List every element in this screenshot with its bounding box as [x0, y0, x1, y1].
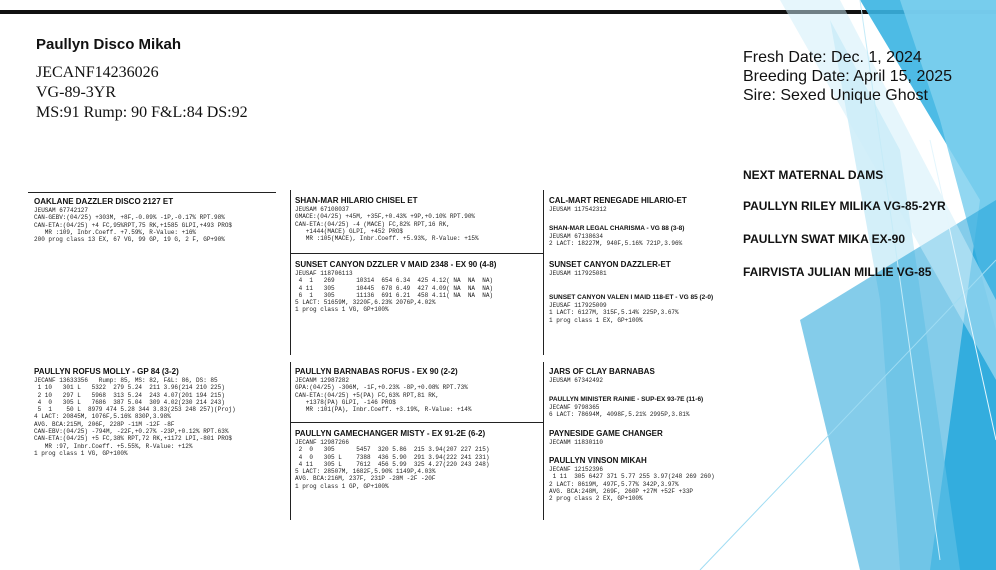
sire-block [34, 197, 232, 243]
dds-block [549, 429, 663, 446]
sdd-title: SUNSET CANYON VALEN I MAID 118-ET - VG 85 (2-0) [549, 294, 714, 301]
ddd-title: PAULLYN VINSON MIKAH [549, 456, 647, 465]
sss-block [549, 196, 687, 213]
sdd-details: JEUSAF 117925009 1 LACT: 6127M, 315F,5.14% 225P,3.67% 1 prog class 1 EX, GP+100% [549, 302, 679, 324]
ssd-block [549, 224, 684, 248]
sire-title: OAKLANE DAZZLER DISCO 2127 ET [34, 197, 174, 206]
dams-dam-title: PAULLYN GAMECHANGER MISTY - EX 91-2E (6-2) [295, 429, 486, 438]
divider [28, 192, 276, 193]
divider [290, 422, 543, 423]
dsd-title: PAULLYN MINISTER RAINIE - SUP-EX 93-7E (11-6) [549, 396, 704, 403]
maternal-dams-heading: NEXT MATERNAL DAMS [743, 168, 884, 182]
sire-info: Sire: Sexed Unique Ghost [743, 87, 928, 104]
animal-classification: VG-89-3YR [36, 84, 116, 101]
sss-title: CAL-MART RENEGADE HILARIO-ET [549, 196, 687, 205]
divider [290, 253, 543, 254]
divider [543, 362, 544, 520]
animal-id: JECANF14236026 [36, 64, 159, 81]
dss-details: JEUSAM 67342492 [549, 377, 604, 384]
dam-title: PAULLYN ROFUS MOLLY - GP 84 (3-2) [34, 367, 179, 376]
pedigree-sire-side [28, 190, 798, 355]
fresh-date: Fresh Date: Dec. 1, 2024 [743, 49, 922, 66]
sires-sire-details: JEUSAM 67108037 GMACE:(04/25) +45M, +35F,+0.43% +9P,+0.10% RPT.90% CAN-ETA:(04/25) -4 (MACE) FC,82% RPT,16 RK, +1444(MACE) GLPI, +452 PRO$ MR :105(MACE), Inbr.Coeff. +5.93%, R-Value: +15% [295, 206, 479, 243]
dams-dam-block [295, 429, 489, 490]
divider [290, 190, 291, 355]
pedigree-chart [28, 190, 798, 520]
dsd-block [549, 395, 703, 419]
dss-block [549, 367, 655, 384]
sds-details: JEUSAM 117925081 [549, 270, 607, 277]
sires-sire-title: SHAN-MAR HILARIO CHISEL ET [295, 196, 418, 205]
sires-sire-block [295, 196, 479, 242]
dam-block [34, 367, 236, 457]
dam-details: JECANF 13633356 Rump: 85, MS: 82, F&L: 86, DS: 85 1 10 301 L 5322 279 5.24 211 3.96(214 210 225) 2 10 297 L 5968 313 5.24 243 4.07(201 194 215) 4 0 305 L 7686 387 5.04 309 4.02(230 214 243) 5 1 50 L 8979 474 5.28 344 3.83(253 248 257)(Proj) 4 LACT: 20845M, 1076F,5.16% 830P,3.98% AVG. BCA:215M, 206F, 228P -11M -12F -8F CAN-EBV:(04/25) -794M, -22F,+0.27% -23P,+0.12% RPT.63% CAN-ETA:(04/25) +5 FC,38% RPT,72 RK,+1172 LPI,-801 PRO$ MR :97, Inbr.Coeff. +5.55%, R-Value: +12% 1 prog class 1 VG, GP+100% [34, 377, 236, 457]
ssd-details: JEUSAM 67138634 2 LACT: 18227M, 940F,5.16% 721P,3.96% [549, 233, 683, 248]
pedigree-dam-side [28, 362, 798, 520]
maternal-dam-3: FAIRVISTA JULIAN MILLIE VG-85 [743, 265, 932, 279]
dds-title: PAYNESIDE GAME CHANGER [549, 429, 663, 438]
animal-header [36, 36, 336, 123]
maternal-dam-1: PAULLYN RILEY MILIKA VG-85-2YR [743, 199, 946, 213]
ddd-details: JECANF 12152396 1 11 305 6427 371 5.77 255 3.97(248 269 260) 2 LACT: 8619M, 497F,5.77% 342P,3.97% AVG. BCA:248M, 269F, 260P +27M +52F +33P 2 prog class 2 EX, GP+100% [549, 466, 715, 503]
sss-details: JEUSAM 117542312 [549, 206, 607, 213]
sds-title: SUNSET CANYON DAZZLER-ET [549, 260, 671, 269]
divider [290, 362, 291, 520]
dsd-details: JECANF 9798365 6 LACT: 78694M, 4098F,5.21% 2995P,3.81% [549, 404, 690, 419]
breeding-date: Breeding Date: April 15, 2025 [743, 68, 953, 85]
sires-dam-title: SUNSET CANYON DZZLER V MAID 2348 - EX 90 (4-8) [295, 260, 497, 269]
sires-dam-block [295, 260, 496, 314]
dds-details: JECANM 11830110 [549, 439, 604, 446]
dss-title: JARS OF CLAY BARNABAS [549, 367, 655, 376]
sdd-block [549, 293, 713, 324]
animal-name: Paullyn Disco Mikah [36, 36, 182, 53]
dams-sire-details: JECANM 12987282 GPA:(04/25) -306M, -1F,+0.23% -8P,+0.08% RPT.73% CAN-ETA:(04/25) +5(PA) FC,63% RPT,81 RK, +1378(PA) GLPI, -146 PRO$ MR :101(PA), Inbr.Coeff. +3.19%, R-Value: +14% [295, 377, 472, 414]
animal-scores: MS:91 Rump: 90 F&L:84 DS:92 [36, 104, 248, 121]
ssd-title: SHAN-MAR LEGAL CHARISMA - VG 88 (3-8) [549, 225, 685, 232]
sds-block [549, 260, 671, 277]
sire-details: JEUSAM 67742127 CAN-GEBV:(04/25) +303M, +8F,-0.09% -1P,-0.17% RPT.98% CAN-ETA:(04/25) +4 FC,95%RPT,75 RK,+1585 GLPI,+493 PRO$ MR :109, Inbr.Coeff. +7.59%, R-Value: +16% 200 prog class 13 EX, 67 VG, 99 GP, 19 G, 2 F, GP+90% [34, 207, 233, 244]
divider [543, 190, 544, 355]
dams-dam-details: JECANF 12987266 2 0 305 5457 320 5.86 215 3.94(207 227 215) 4 0 305 L 7388 436 5.90 291 3.94(222 241 231) 4 11 305 L 7612 456 5.99 325 4.27(220 243 248) 5 LACT: 28507M, 1682F,5.90% 1149P,4.03% AVG. BCA:216M, 237F, 231P -28M -2F -20F 1 prog class 1 GP, GP+100% [295, 439, 490, 490]
dams-sire-block [295, 367, 471, 413]
maternal-dam-2: PAULLYN SWAT MIKA EX-90 [743, 232, 906, 246]
dams-sire-title: PAULLYN BARNABAS ROFUS - EX 90 (2-2) [295, 367, 458, 376]
breeding-info [743, 48, 952, 105]
ddd-block [549, 456, 715, 502]
sires-dam-details: JEUSAF 118706113 4 1 269 10314 654 6.34 425 4.12( NA NA NA) 4 11 305 10445 678 6.49 427 4.09( NA NA NA) 6 1 305 11136 691 6.21 458 4.11( NA NA NA) 5 LACT: 51659M, 3220F,6.23% 2076P,4.02% 1 prog class 1 VG, GP+100% [295, 270, 494, 314]
